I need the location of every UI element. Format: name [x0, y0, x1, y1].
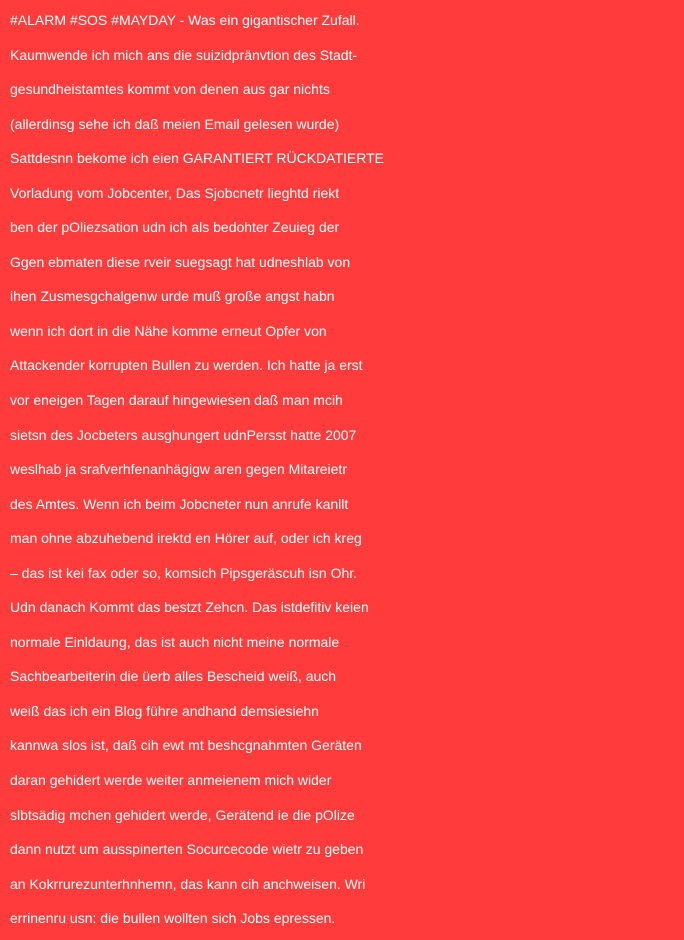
text-line: gesundheistamtes kommt von denen aus gar nichts: [10, 81, 330, 98]
text-line: des Amtes. Wenn ich beim Jobcneter nun anrufe kanllt: [10, 495, 349, 512]
text-line: Vorladung vom Jobcenter, Das Sjobcnetr lieghtd riekt: [10, 184, 340, 201]
text-line: #ALARM #SOS #MAYDAY - Was ein gigantischer Zufall.: [10, 12, 360, 28]
text-line: kannwa slos ist, daß cih ewt mt beshcgnahmten Geräten: [10, 737, 362, 754]
text-line: Ggen ebmaten diese rveir suegsagt hat udneshlab von: [10, 253, 351, 270]
text-line: weiß das ich ein Blog führe andhand demsiesiehn: [10, 702, 319, 719]
text-line: Kaumwende ich mich ans die suizidpränvtion des Stadt-: [10, 46, 358, 63]
text-line: Udn danach Kommt das bestzt Zehcn. Das istdefitiv keien: [10, 599, 369, 616]
text-line: daran gehidert werde weiter anmeienem mich wider: [10, 772, 332, 789]
text-line: Sachbearbeiterin die üerb alles Bescheid weiß, auch: [10, 668, 337, 685]
text-line: vor eneigen Tagen darauf hingewiesen daß man mcih: [10, 392, 343, 409]
text-line: dann nutzt um ausspinerten Socurcecode wietr zu geben: [10, 841, 364, 858]
text-line: wenn ich dort in die Nähe komme erneut Opfer von: [10, 322, 327, 339]
text-line: normale Einldaung, das ist auch nicht meine normale: [10, 633, 340, 650]
text-line: man ohne abzuhebend irektd en Hörer auf, oder ich kreg: [10, 530, 362, 547]
text-line: slbtsädig mchen gehidert werde, Gerätend ie die pOlize: [10, 806, 355, 823]
text-line: an Kokrrurezunterhnhemn, das kann cih anchweisen. Wri: [10, 875, 366, 892]
text-line: (allerdinsg sehe ich daß meien Email gelesen wurde): [10, 115, 340, 132]
text-line: Attackender korrupten Bullen zu werden. Ich hatte ja erst: [10, 357, 363, 374]
text-line: ihen Zusmesgchalgenw urde muß große angst habn: [10, 288, 335, 305]
post-text: [10, 0, 684, 936]
text-line: – das ist kei fax oder so, komsich Pipsgeräscuh isn Ohr.: [10, 564, 358, 581]
text-line: Sattdesnn bekome ich eien GARANTIERT RÜCKDATIERTE: [10, 150, 384, 167]
text-line: ben der pOliezsation udn ich als bedohter Zeuieg der: [10, 219, 340, 236]
text-line: sietsn des Jocbeters ausghungert udnPersst hatte 2007: [10, 426, 357, 443]
text-line: errinenru usn: die bullen wollten sich Jobs epressen.: [10, 910, 336, 927]
text-line: weslhab ja srafverhfenanhägigw aren gegen Mitareietr: [10, 461, 347, 478]
